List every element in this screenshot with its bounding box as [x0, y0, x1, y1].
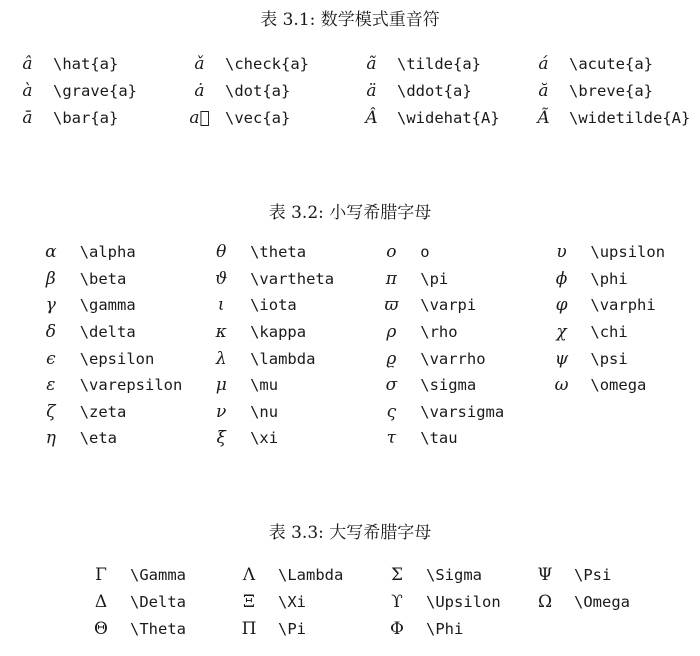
command-cell: \grave{a} — [53, 81, 137, 100]
symbol-cell: Ξ — [243, 591, 255, 612]
table-row — [12, 104, 699, 131]
command-cell: \Xi — [278, 592, 306, 611]
command-cell: \nu — [250, 402, 279, 421]
command-cell: \kappa — [250, 323, 307, 342]
command-cell: \dot{a} — [225, 81, 291, 100]
command-cell: \chi — [590, 323, 628, 342]
symbol-cell: ς — [386, 401, 397, 422]
symbol-cell: ϕ — [555, 268, 568, 289]
symbol-cell: ω — [554, 375, 569, 396]
command-cell: \bar{a} — [53, 108, 119, 127]
symbol-cell: ρ — [386, 322, 397, 343]
command-cell: \beta — [79, 269, 127, 288]
symbol-cell: ξ — [216, 428, 226, 449]
command-cell: \alpha — [79, 243, 136, 262]
uppercase-greek-table — [84, 561, 664, 642]
command-cell: \varepsilon — [79, 376, 183, 395]
command-cell: \tilde{a} — [397, 54, 481, 73]
symbol-cell: ϒ — [391, 591, 403, 612]
symbol-cell: ϱ — [386, 348, 397, 369]
symbol-cell: Ψ — [537, 564, 553, 585]
symbol-cell: η — [45, 428, 56, 449]
table-row — [34, 345, 700, 372]
symbol-cell: α — [45, 242, 57, 263]
command-cell: \Phi — [426, 619, 464, 638]
symbol-cell: ψ — [554, 348, 569, 369]
symbol-cell: τ — [386, 428, 397, 449]
symbol-cell: Λ — [242, 564, 256, 585]
table-row — [34, 292, 700, 319]
accents-table — [12, 50, 699, 131]
symbol-cell: ǎ — [194, 53, 205, 74]
symbol-cell: ä — [366, 80, 377, 101]
command-cell: \pi — [420, 269, 449, 288]
command-cell: \widetilde{A} — [569, 108, 691, 127]
command-cell: \epsilon — [79, 349, 155, 368]
symbol-cell: ζ — [46, 401, 56, 422]
symbol-cell: λ — [215, 348, 227, 369]
symbol-cell: à — [22, 80, 33, 101]
symbol-cell: á — [538, 53, 549, 74]
command-cell: \eta — [79, 429, 118, 448]
symbol-cell: ϑ — [215, 268, 228, 289]
command-cell: \Upsilon — [426, 592, 501, 611]
command-cell: \xi — [250, 429, 279, 448]
command-cell: \Sigma — [426, 565, 482, 584]
command-cell: \varphi — [590, 296, 656, 315]
symbol-cell: σ — [385, 375, 398, 396]
symbol-cell: π — [385, 268, 397, 289]
command-cell: \gamma — [79, 296, 136, 315]
symbol-cell: ϵ — [46, 348, 56, 369]
symbol-cell: ϖ — [384, 295, 399, 316]
table-row — [12, 50, 699, 77]
symbol-cell — [545, 399, 579, 426]
symbol-cell: o — [386, 242, 397, 263]
symbol-cell: ȧ — [194, 80, 205, 101]
command-cell: \vartheta — [250, 269, 335, 288]
command-cell: \hat{a} — [53, 54, 119, 73]
command-cell: \rho — [420, 323, 458, 342]
symbol-cell: ν — [216, 401, 227, 422]
command-cell: \Omega — [574, 592, 630, 611]
table-row — [12, 77, 699, 104]
symbol-cell: ε — [46, 375, 56, 396]
table-row — [34, 399, 700, 426]
symbol-cell: Ã — [537, 107, 550, 128]
symbol-cell: Ω — [537, 591, 553, 612]
table-row — [84, 588, 664, 615]
command-cell: \check{a} — [225, 54, 309, 73]
command-cell — [562, 615, 664, 642]
symbol-cell: Φ — [390, 618, 404, 639]
command-cell: \psi — [590, 349, 628, 368]
table-row — [34, 319, 700, 346]
table-3-2-caption: 表 3.2: 小写希腊字母 — [268, 203, 432, 223]
command-cell: \varsigma — [420, 402, 505, 421]
command-cell: \phi — [590, 269, 628, 288]
command-cell: \breve{a} — [569, 81, 653, 100]
symbol-cell: δ — [45, 322, 56, 343]
table-row — [84, 615, 664, 642]
symbol-cell: ι — [217, 295, 225, 316]
symbol-cell: θ — [216, 242, 227, 263]
symbol-cell: Δ — [94, 591, 108, 612]
command-cell: \widehat{A} — [397, 108, 500, 127]
command-cell — [578, 399, 700, 426]
command-cell: \Lambda — [278, 565, 344, 584]
lowercase-greek-table — [34, 239, 700, 452]
command-cell: \theta — [250, 243, 307, 262]
symbol-cell: ã — [366, 53, 377, 74]
symbol-cell: a⃗ — [189, 107, 210, 128]
command-cell: \zeta — [79, 402, 127, 421]
command-cell — [578, 425, 700, 452]
command-cell: \varrho — [420, 349, 486, 368]
command-cell: \tau — [420, 429, 458, 448]
command-cell: \lambda — [250, 349, 316, 368]
table-row — [34, 239, 700, 266]
command-cell: \Pi — [278, 619, 306, 638]
symbol-cell: Σ — [390, 564, 404, 585]
command-cell: \iota — [250, 296, 297, 315]
table-3-1-caption: 表 3.1: 数学模式重音符 — [260, 10, 440, 30]
command-cell: \Theta — [130, 619, 186, 638]
symbol-cell: â — [22, 53, 33, 74]
table-row — [34, 266, 700, 293]
symbol-cell: Γ — [95, 564, 107, 585]
command-cell: \delta — [79, 323, 136, 342]
symbol-cell: φ — [555, 295, 568, 316]
command-cell: \Gamma — [130, 565, 186, 584]
command-cell: \sigma — [420, 376, 477, 395]
symbol-cell: ă — [538, 80, 549, 101]
table-3-3-caption: 表 3.3: 大写希腊字母 — [268, 523, 432, 543]
table-row — [84, 561, 664, 588]
symbol-cell: υ — [556, 242, 567, 263]
table-row — [34, 425, 700, 452]
symbol-cell: γ — [45, 295, 56, 316]
symbol-cell: β — [45, 268, 56, 289]
symbol-cell: χ — [556, 322, 567, 343]
command-cell: \acute{a} — [569, 54, 653, 73]
symbol-cell: κ — [215, 322, 227, 343]
command-cell: \vec{a} — [225, 108, 291, 127]
command-cell: \varpi — [420, 296, 477, 315]
table-row — [34, 372, 700, 399]
command-cell: o — [420, 243, 430, 262]
symbol-cell: Π — [241, 618, 257, 639]
command-cell: \Delta — [130, 592, 186, 611]
symbol-cell — [528, 615, 562, 642]
command-cell: \ddot{a} — [397, 81, 472, 100]
symbol-cell: ā — [22, 107, 33, 128]
command-cell: \omega — [590, 376, 647, 395]
command-cell: \upsilon — [590, 243, 666, 262]
symbol-cell — [545, 425, 579, 452]
symbol-cell: μ — [215, 375, 227, 396]
symbol-cell: Θ — [94, 618, 108, 639]
command-cell: \Psi — [574, 565, 612, 584]
command-cell: \mu — [250, 376, 279, 395]
symbol-cell: Â — [365, 107, 378, 128]
